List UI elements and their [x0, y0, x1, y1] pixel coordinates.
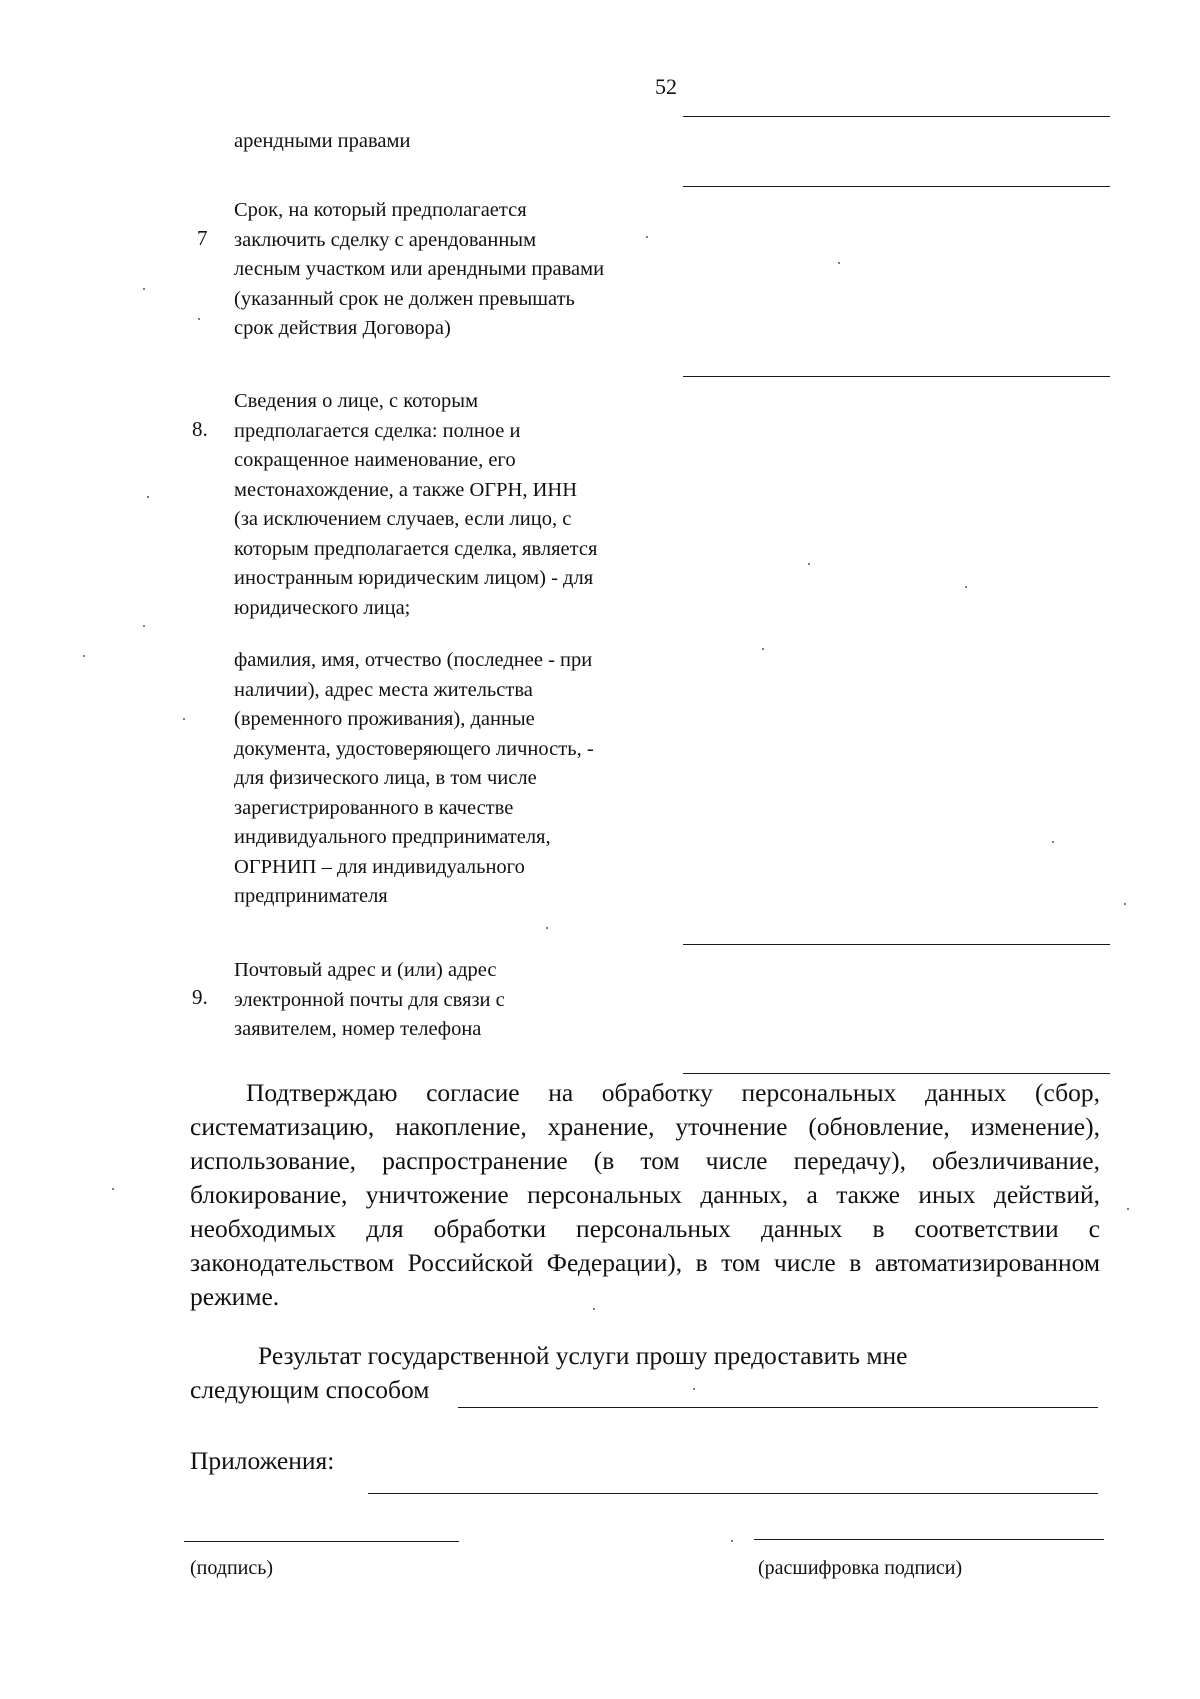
answer-line	[683, 186, 1110, 187]
scan-speck	[1124, 903, 1126, 905]
answer-line	[683, 944, 1110, 945]
scan-speck	[808, 563, 810, 565]
consent-paragraph: Подтверждаю согласие на обработку персональных данных (сбор, систематизацию, накопление, хранение, уточнение (обновление, изменение), использование, распространение (в том числе передачу), обезличивание, блокирование, уничтожение персональных данных, а также иных действий, необходимых для обработки персональных данных в соответствии с законодательством Российской Федерации), в том числе в автоматизированном режиме.	[190, 1078, 1100, 1311]
scan-speck	[83, 655, 85, 657]
result-request-text: Результат государственной услуги прошу предоставить мне	[258, 1341, 908, 1370]
scan-speck	[646, 236, 648, 238]
scan-speck	[143, 625, 145, 627]
row-text: фамилия, имя, отчество (последнее - при наличии), адрес места жительства (временного проживания), данные документа, удостоверяющего личность, - для физического лица, в том числе зарегистрированного в качестве индивидуального предпринимателя, ОГРНИП – для индивидуального предпринимателя	[234, 649, 594, 907]
scan-speck	[546, 927, 548, 929]
scan-speck	[1052, 841, 1054, 843]
row-text: арендными правами	[234, 130, 411, 152]
row-text: Срок, на который предполагается заключить сделку с арендованным лесным участком или арендными правами (указанный срок не должен превышать срок действия Договора)	[234, 199, 605, 339]
row-number: 7	[197, 226, 208, 250]
attachments-label: Приложения:	[190, 1446, 335, 1475]
scan-speck	[838, 262, 840, 264]
scan-speck	[183, 718, 185, 720]
row-text: Почтовый адрес и (или) адрес электронной почты для связи с заявителем, номер телефона	[234, 959, 505, 1040]
scan-speck	[693, 1388, 695, 1390]
scan-speck	[593, 1308, 595, 1310]
scan-speck	[965, 586, 967, 588]
scan-speck	[762, 648, 764, 650]
scan-speck	[731, 1540, 733, 1542]
answer-line	[683, 376, 1110, 377]
scan-speck	[143, 288, 145, 290]
row-text: Сведения о лице, с которым предполагается сделка: полное и сокращенное наименование, его местонахождение, а также ОГРН, ИНН (за исключением случаев, если лицо, с которым предполагается сделка, является иностранным юридическим лицом) - для юридического лица;	[234, 390, 598, 619]
result-method-field[interactable]	[458, 1407, 1098, 1408]
signature-decode-caption: (расшифровка подписи)	[758, 1557, 963, 1579]
signature-caption: (подпись)	[190, 1557, 274, 1579]
signature-line[interactable]	[184, 1541, 459, 1542]
answer-line	[683, 1073, 1110, 1074]
page-number: 52	[655, 74, 677, 99]
signature-decode-line[interactable]	[754, 1539, 1104, 1540]
row-number: 9.	[192, 985, 208, 1009]
scan-speck	[1127, 1208, 1129, 1210]
scan-speck	[198, 318, 200, 320]
result-method-label: следующим способом	[190, 1375, 430, 1404]
answer-line	[683, 116, 1110, 117]
attachments-field[interactable]	[368, 1493, 1098, 1494]
scan-speck	[147, 496, 149, 498]
scan-speck	[112, 1188, 114, 1190]
row-number: 8.	[192, 417, 208, 441]
